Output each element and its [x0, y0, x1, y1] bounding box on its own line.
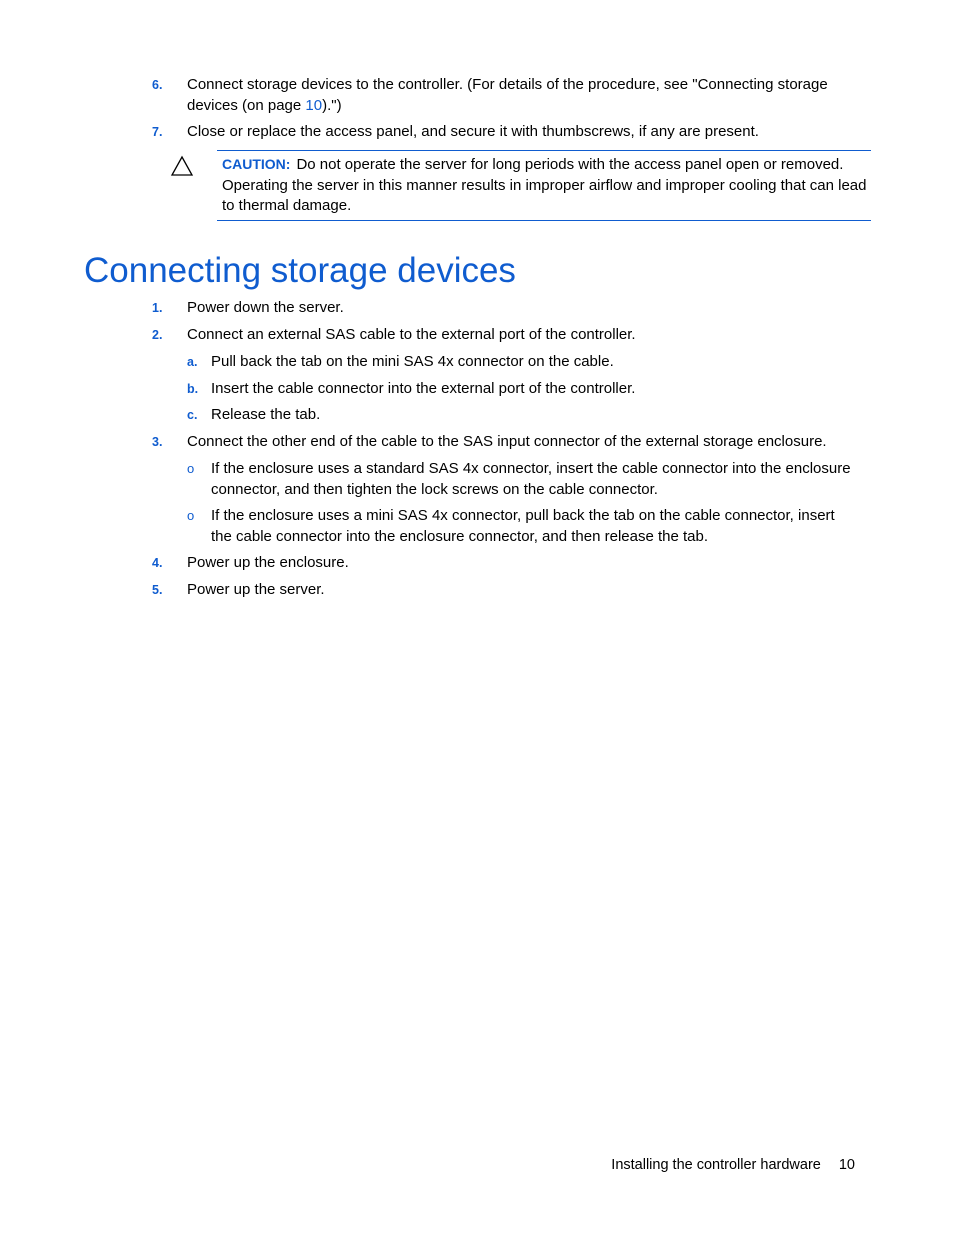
step-text: Connect the other end of the cable to the SAS input connector of the external storage enclosure. [187, 433, 827, 450]
caution-label: CAUTION: [222, 156, 291, 172]
substep-letter: b. [187, 382, 199, 396]
step-text [187, 75, 857, 116]
caution-body: Do not operate the server for long periods with the access panel open or removed. Operating the server in this manner results in improper airflow and improper cooling that can lead to thermal damage. [222, 156, 867, 214]
substep-text: Release the tab. [211, 406, 321, 423]
step-text: Power up the server. [187, 581, 325, 598]
bullet-text: If the enclosure uses a mini SAS 4x connector, pull back the tab on the cable connector, insert the cable connector into the enclosure connector, and then release the tab. [211, 507, 835, 545]
step-text-part: Connect storage devices to the controller. (For details of the procedure, see "Connecting storage devices (on page [187, 76, 828, 114]
caution-text [222, 154, 867, 217]
bullet-mark: o [187, 508, 195, 523]
substep-text: Pull back the tab on the mini SAS 4x connector on the cable. [211, 353, 614, 370]
step-text: Power up the enclosure. [187, 554, 349, 571]
step-number: 4. [152, 556, 163, 570]
page-footer [611, 1157, 855, 1173]
section-title: Connecting storage devices [84, 251, 516, 290]
step-text: Power down the server. [187, 299, 344, 316]
caution-box [217, 150, 871, 221]
substep-letter: c. [187, 408, 198, 422]
step-number: 1. [152, 301, 163, 315]
bullet-text: If the enclosure uses a standard SAS 4x connector, insert the cable connector into the enclosure connector, and then tighten the lock screws on the cable connector. [211, 460, 851, 498]
bullet-mark: o [187, 461, 195, 476]
footer-page-number: 10 [838, 1157, 855, 1173]
step-number: 2. [152, 328, 163, 342]
substep-letter: a. [187, 355, 198, 369]
caution-triangle-icon [170, 155, 194, 177]
page-link[interactable]: 10 [305, 96, 323, 114]
step-number: 7. [152, 125, 163, 139]
step-number: 5. [152, 583, 163, 597]
step-text: Close or replace the access panel, and secure it with thumbscrews, if any are present. [187, 123, 759, 140]
step-number: 3. [152, 435, 163, 449]
step-number: 6. [152, 78, 163, 92]
step-text: Connect an external SAS cable to the external port of the controller. [187, 326, 636, 343]
substep-text: Insert the cable connector into the external port of the controller. [211, 380, 636, 397]
step-text-part: ).") [322, 96, 342, 114]
footer-chapter: Installing the controller hardware [611, 1157, 821, 1173]
